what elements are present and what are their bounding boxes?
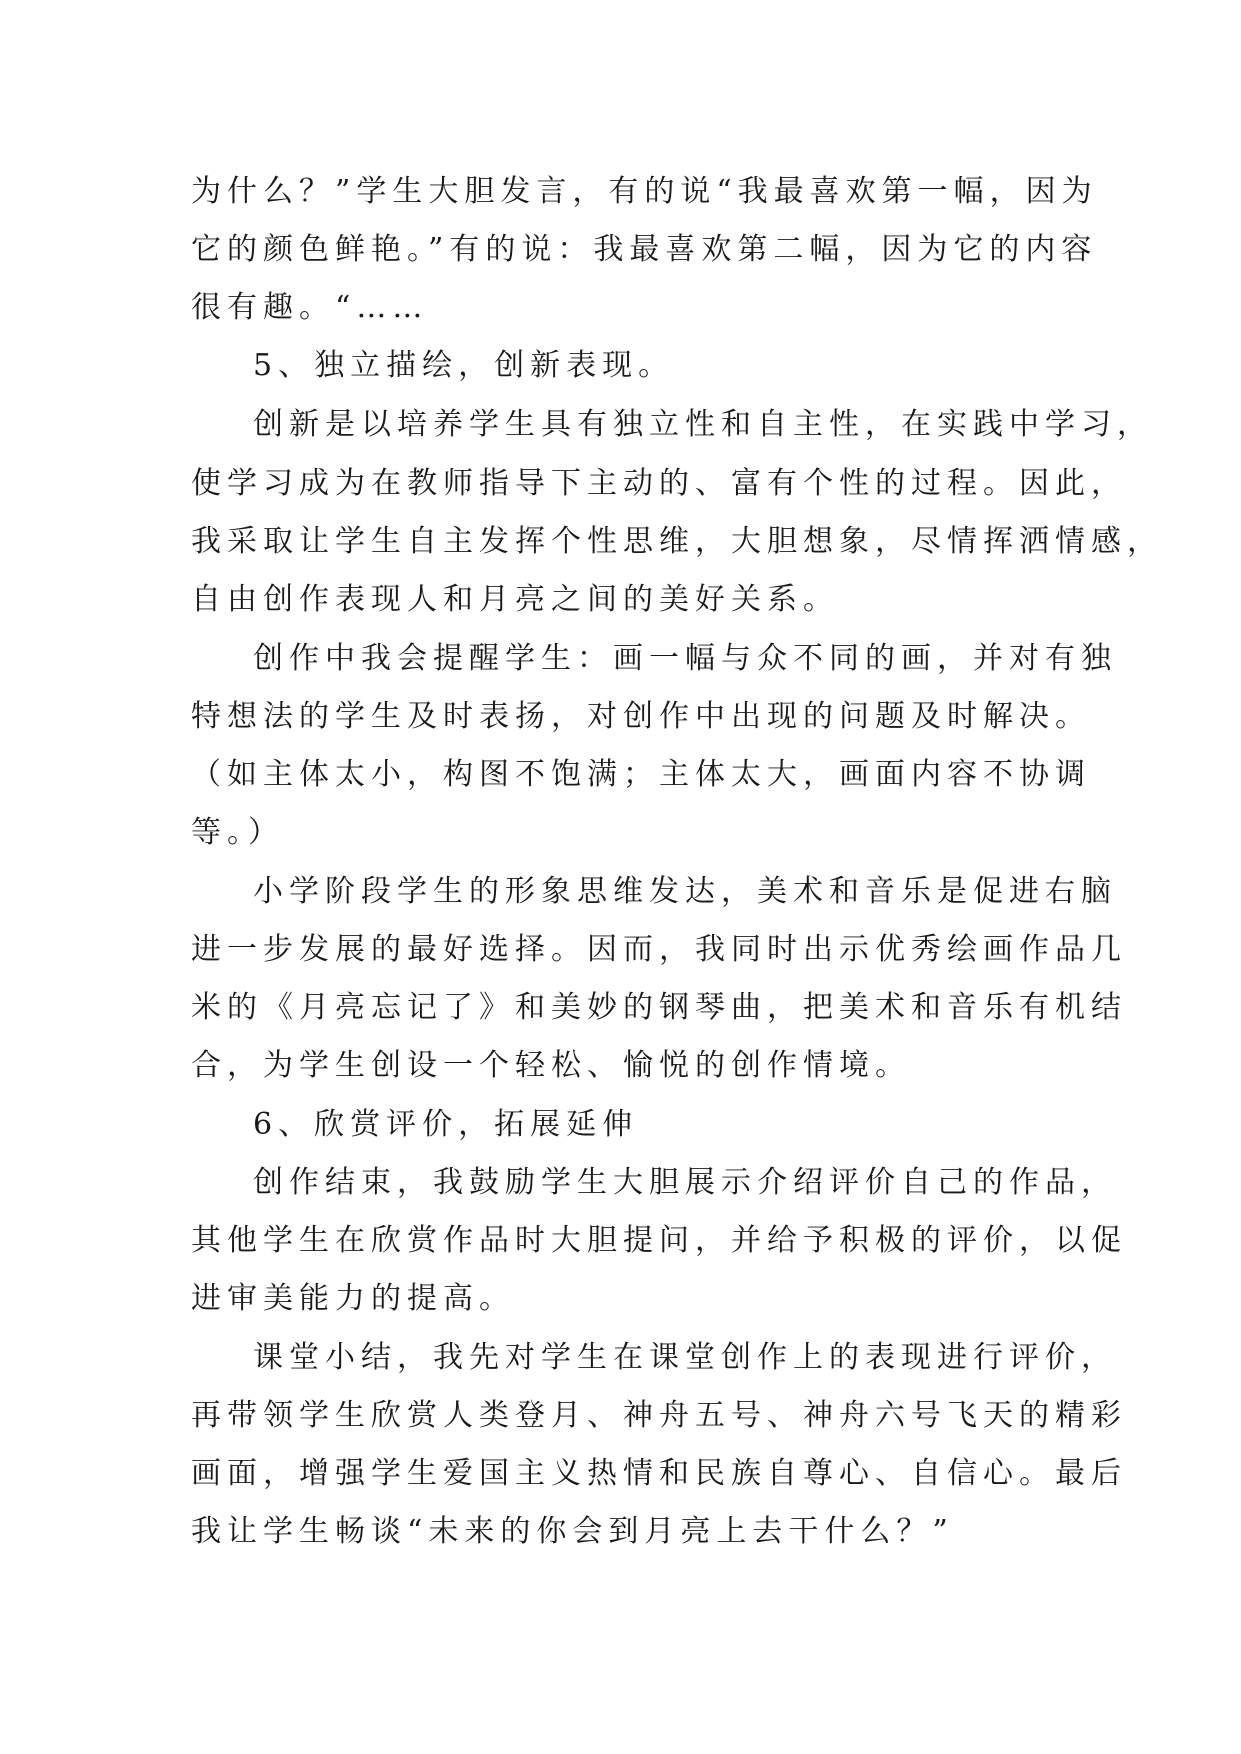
paragraph-start: 小学阶段学生的形象思维发达，美术和音乐是促进右脑 [253,874,1117,909]
text-line: 为什么？”学生大胆发言，有的说“我最喜欢第一幅，因为 [191,174,1098,209]
section-heading-5: 5、独立描绘，创新表现。 [253,348,675,383]
text-line: 进一步发展的最好选择。因而，我同时出示优秀绘画作品几 [191,932,1127,967]
text-line: 等。） [191,815,284,850]
text-line: 米的《月亮忘记了》和美妙的钢琴曲，把美术和音乐有机结 [191,990,1127,1025]
text-line: 画面，增强学生爱国主义热情和民族自尊心、自信心。最后 [191,1456,1127,1491]
text-line: 合，为学生创设一个轻松、愉悦的创作情境。 [191,1048,911,1083]
text-line: 自由创作表现人和月亮之间的美好关系。 [191,582,839,617]
text-line: （如主体太小，构图不饱满；主体太大，画面内容不协调 [191,757,1091,792]
text-line: 再带领学生欣赏人类登月、神舟五号、神舟六号飞天的精彩 [191,1398,1127,1433]
paragraph-start: 创作结束，我鼓励学生大胆展示介绍评价自己的作品， [253,1165,1117,1200]
text-line: 其他学生在欣赏作品时大胆提问，并给予积极的评价，以促 [191,1223,1127,1258]
text-line: 我采取让学生自主发挥个性思维，大胆想象，尽情挥洒情感， [191,524,1163,559]
paragraph-start: 创作中我会提醒学生：画一幅与众不同的画，并对有独 [253,641,1117,676]
text-line: 进审美能力的提高。 [191,1281,515,1316]
text-line: 使学习成为在教师指导下主动的、富有个性的过程。因此， [191,466,1127,501]
paragraph-start: 课堂小结，我先对学生在课堂创作上的表现进行评价， [253,1340,1117,1375]
text-line: 我让学生畅谈“未来的你会到月亮上去干什么？” [191,1514,954,1549]
text-line: 它的颜色鲜艳。”有的说：我最喜欢第二幅，因为它的内容 [191,232,1098,267]
section-heading-6: 6、欣赏评价，拓展延伸 [253,1107,639,1142]
paragraph-start: 创新是以培养学生具有独立性和自主性，在实践中学习， [253,407,1153,442]
text-line: 很有趣。“…… [191,290,429,325]
text-line: 特想法的学生及时表扬，对创作中出现的问题及时解决。 [191,699,1091,734]
